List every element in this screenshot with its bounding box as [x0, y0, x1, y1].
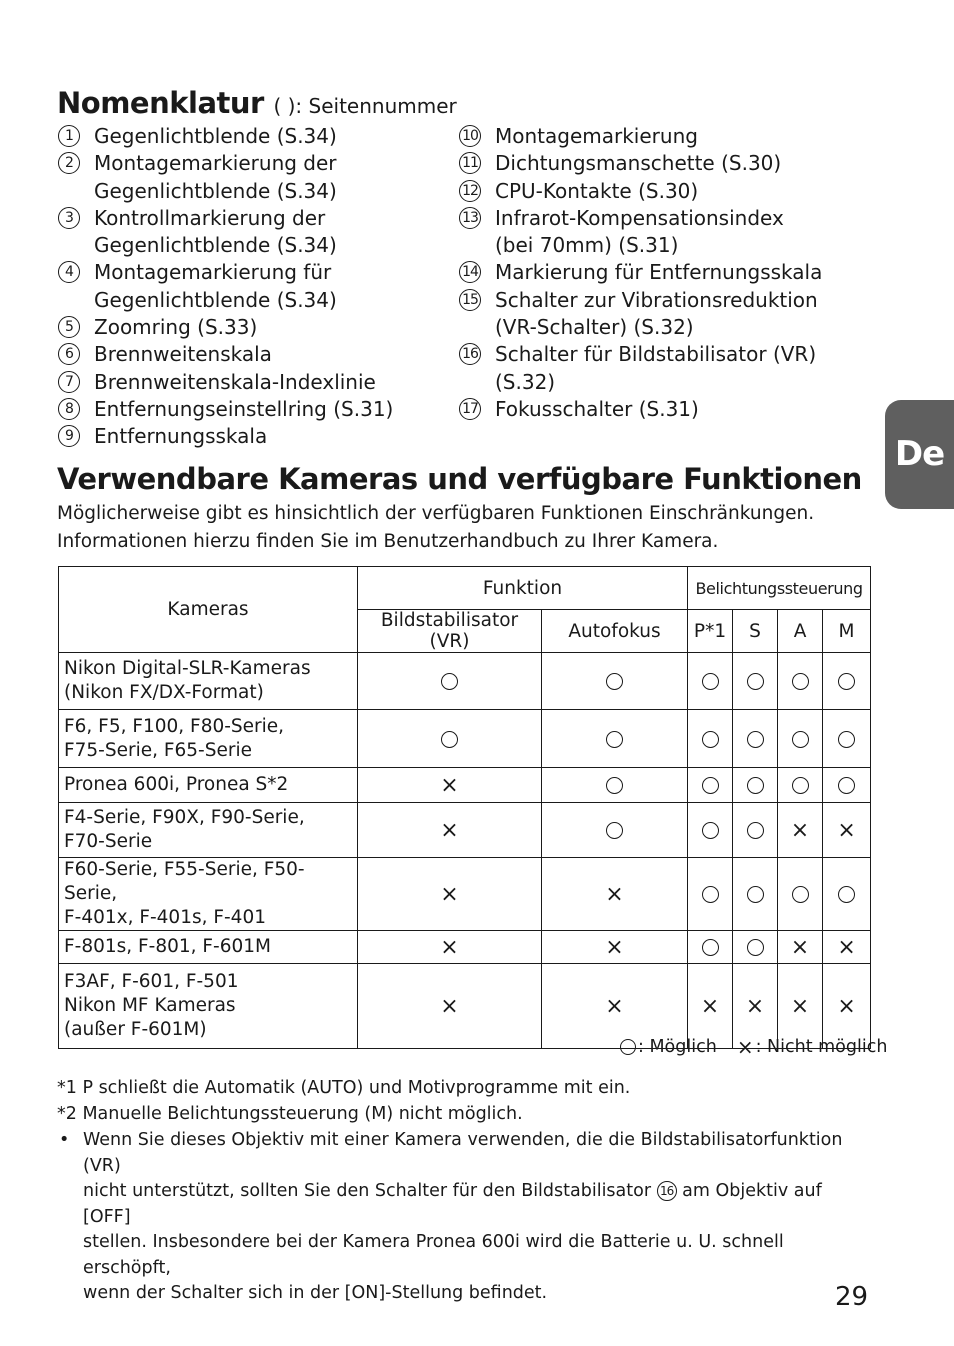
- value-cell: [823, 803, 871, 858]
- parts-list-item: [58, 396, 393, 423]
- cross-icon: ×: [440, 993, 459, 1019]
- value-cell: [823, 710, 871, 768]
- ref-number-16: 16: [657, 1181, 677, 1201]
- value-cell: [778, 803, 823, 858]
- cross-icon: ×: [837, 934, 856, 960]
- camera-cell: Nikon Digital-SLR-Kameras (Nikon FX/DX-Format): [59, 653, 358, 710]
- circle-icon: [606, 673, 623, 690]
- item-text: Infrarot-Kompensationsindex (bei 70mm) (S.31): [495, 205, 784, 258]
- table-row: [59, 931, 871, 964]
- parts-list-item: [58, 423, 393, 450]
- value-cell: [358, 653, 542, 710]
- circle-icon: [792, 777, 809, 794]
- circle-icon: [792, 673, 809, 690]
- cross-icon: ×: [440, 817, 459, 843]
- value-cell: [358, 768, 542, 803]
- footnote-1: *1 P schließt die Automatik (AUTO) und Motivprogramme mit ein.: [57, 1078, 631, 1098]
- item-text: Brennweitenskala: [94, 342, 272, 367]
- value-cell: [733, 710, 778, 768]
- item-number-badge: 7: [58, 371, 80, 393]
- cross-icon: ×: [837, 993, 856, 1019]
- header-vr: Bildstabilisator (VR): [358, 610, 542, 653]
- legend-possible: : Möglich: [638, 1037, 717, 1057]
- header-a: A: [778, 610, 823, 653]
- circle-icon: [747, 777, 764, 794]
- value-cell: [358, 803, 542, 858]
- circle-icon: [747, 673, 764, 690]
- item-number-badge: 14: [459, 261, 481, 283]
- parts-list-right: [459, 123, 822, 423]
- language-tab: De: [885, 400, 954, 509]
- cross-icon: ×: [700, 993, 720, 1019]
- value-cell: [542, 653, 688, 710]
- circle-icon: [606, 731, 623, 748]
- item-number-badge: 5: [58, 316, 80, 338]
- value-cell: [733, 858, 778, 931]
- circle-icon: [747, 731, 764, 748]
- parts-list-item: [459, 287, 822, 342]
- cross-icon: ×: [837, 817, 856, 843]
- value-cell: [688, 768, 733, 803]
- item-text: Montagemarkierung der Gegenlichtblende (S.34): [94, 151, 337, 203]
- page-number: 29: [835, 1282, 869, 1312]
- cross-icon: ×: [736, 1035, 754, 1059]
- item-number-badge: 3: [58, 207, 80, 229]
- camera-cell: F4-Serie, F90X, F90-Serie, F70-Serie: [59, 803, 358, 858]
- table-body: [59, 653, 871, 1049]
- bullet-text-1: Wenn Sie dieses Objektiv mit einer Kamera verwenden, die die Bildstabilisatorfunktion (VR) nicht unterstützt, sollten Sie den Schalter für den Bildstabilisator: [83, 1130, 843, 1201]
- footnote-2: *2 Manuelle Belichtungssteuerung (M) nicht möglich.: [57, 1104, 523, 1124]
- value-cell: [542, 710, 688, 768]
- item-text: Entfernungsskala: [94, 424, 268, 449]
- value-cell: [823, 653, 871, 710]
- value-cell: [823, 931, 871, 964]
- nomenklatur-heading: [57, 86, 457, 120]
- circle-icon: [838, 731, 855, 748]
- value-cell: [688, 803, 733, 858]
- item-number-badge: 15: [459, 289, 481, 311]
- circle-icon: [838, 777, 855, 794]
- item-text: Markierung für Entfernungsskala: [495, 260, 823, 285]
- nomenklatur-title: Nomenklatur: [57, 86, 264, 120]
- value-cell: [688, 653, 733, 710]
- table-row: [59, 653, 871, 710]
- circle-icon: [838, 886, 855, 903]
- value-cell: [733, 768, 778, 803]
- item-number-badge: 8: [58, 398, 80, 420]
- bullet-text-2: am Objektiv auf [OFF] stellen. Insbesondere bei der Kamera Pronea 600i wird die Batterie u. U. schnell erschöpft, wenn der Schalter sich in der [ON]-Stellung befindet.: [83, 1181, 822, 1303]
- camera-cell: F-801s, F-801, F-601M: [59, 931, 358, 964]
- circle-icon: [606, 822, 623, 839]
- value-cell: [358, 858, 542, 931]
- value-cell: [823, 768, 871, 803]
- camera-cell: F3AF, F-601, F-501 Nikon MF Kameras (außer F-601M): [59, 964, 358, 1049]
- circle-icon: [792, 886, 809, 903]
- value-cell: [542, 858, 688, 931]
- header-s: S: [733, 610, 778, 653]
- intro-line-1: Möglicherweise gibt es hinsichtlich der verfügbaren Funktionen Einschränkungen.: [57, 503, 815, 524]
- legend: [620, 1036, 887, 1058]
- value-cell: [778, 768, 823, 803]
- cross-icon: ×: [605, 934, 624, 960]
- header-cameras: Kameras: [59, 567, 358, 653]
- parts-list-item: [58, 150, 393, 205]
- parts-list-item: [58, 369, 393, 396]
- circle-icon: [702, 886, 719, 903]
- compatibility-table: [58, 566, 871, 1049]
- parts-list-item: [459, 150, 822, 177]
- cross-icon: ×: [790, 993, 810, 1019]
- item-number-badge: 16: [459, 343, 481, 365]
- header-m: M: [823, 610, 871, 653]
- parts-list-item: [459, 123, 822, 150]
- table-row: [59, 768, 871, 803]
- item-number-badge: 1: [58, 125, 80, 147]
- circle-icon: [606, 777, 623, 794]
- item-number-badge: 2: [58, 152, 80, 174]
- circle-icon: [747, 822, 764, 839]
- item-number-badge: 17: [459, 398, 481, 420]
- item-text: Brennweitenskala-Indexlinie: [94, 369, 376, 394]
- circle-icon: [702, 673, 719, 690]
- section-title: Verwendbare Kameras und verfügbare Funktionen: [57, 462, 862, 496]
- circle-icon: [838, 673, 855, 690]
- parts-list-left: [58, 123, 393, 451]
- table-row: [59, 858, 871, 931]
- camera-cell: F60-Serie, F55-Serie, F50-Serie, F-401x, F-401s, F-401: [59, 858, 358, 931]
- parts-list-item: [459, 259, 822, 286]
- cross-icon: ×: [440, 934, 459, 960]
- item-text: Montagemarkierung für Gegenlichtblende (S.34): [94, 260, 337, 312]
- item-number-badge: 9: [58, 425, 80, 447]
- parts-list-item: [58, 205, 393, 260]
- circle-icon: [747, 886, 764, 903]
- item-text: Schalter zur Vibrationsreduktion (VR-Schalter) (S.32): [495, 287, 818, 340]
- legend-not-possible: : Nicht möglich: [755, 1037, 888, 1057]
- item-text: CPU-Kontakte (S.30): [495, 178, 699, 203]
- value-cell: [542, 768, 688, 803]
- cross-icon: ×: [745, 993, 765, 1019]
- parts-list-item: [459, 396, 822, 423]
- item-text: Entfernungseinstellring (S.31): [94, 396, 394, 421]
- circle-icon: [747, 939, 764, 956]
- value-cell: [823, 858, 871, 931]
- circle-icon: [702, 777, 719, 794]
- item-text: Zoomring (S.33): [94, 315, 258, 340]
- bullet-dot: •: [59, 1130, 70, 1150]
- parts-list-item: [459, 178, 822, 205]
- item-text: Gegenlichtblende (S.34): [94, 124, 337, 148]
- item-number-badge: 6: [58, 343, 80, 365]
- circle-icon: [620, 1039, 636, 1055]
- cross-icon: ×: [440, 881, 459, 907]
- parts-list-item: [459, 341, 822, 396]
- value-cell: [733, 803, 778, 858]
- header-function: Funktion: [358, 567, 688, 610]
- parts-list-item: [58, 259, 393, 314]
- value-cell: [778, 653, 823, 710]
- item-number-badge: 11: [459, 152, 481, 174]
- item-text: Montagemarkierung: [495, 124, 698, 148]
- item-text: Fokusschalter (S.31): [495, 396, 699, 421]
- table-row: [59, 710, 871, 768]
- parts-list-item: [459, 205, 822, 260]
- item-number-badge: 10: [459, 125, 481, 147]
- value-cell: [542, 803, 688, 858]
- value-cell: [733, 653, 778, 710]
- value-cell: [778, 931, 823, 964]
- value-cell: [542, 931, 688, 964]
- cross-icon: ×: [790, 934, 810, 960]
- value-cell: [358, 931, 542, 964]
- cross-icon: ×: [790, 817, 810, 843]
- camera-cell: Pronea 600i, Pronea S*2: [59, 768, 358, 803]
- circle-icon: [792, 731, 809, 748]
- value-cell: [778, 858, 823, 931]
- item-number-badge: 4: [58, 261, 80, 283]
- item-number-badge: 13: [459, 207, 481, 229]
- cross-icon: ×: [440, 772, 459, 798]
- value-cell: [688, 858, 733, 931]
- parts-list-item: [58, 123, 393, 150]
- circle-icon: [702, 731, 719, 748]
- item-text: Dichtungsmanschette (S.30): [495, 151, 782, 176]
- value-cell: [688, 931, 733, 964]
- circle-icon: [702, 939, 719, 956]
- circle-icon: [441, 673, 458, 690]
- table-row: [59, 803, 871, 858]
- value-cell: [688, 710, 733, 768]
- cross-icon: ×: [605, 881, 624, 907]
- header-af: Autofokus: [542, 610, 688, 653]
- value-cell: [778, 710, 823, 768]
- camera-cell: F6, F5, F100, F80-Serie, F75-Serie, F65-Serie: [59, 710, 358, 768]
- bullet-note: [83, 1128, 863, 1307]
- nomenklatur-subtitle: ( ): Seitennummer: [273, 94, 457, 118]
- header-exposure: Belichtungssteuerung: [688, 567, 871, 610]
- item-text: Kontrollmarkierung der Gegenlichtblende (S.34): [94, 205, 337, 258]
- header-p: P*1: [688, 610, 733, 653]
- intro-line-2: Informationen hierzu finden Sie im Benutzerhandbuch zu Ihrer Kamera.: [57, 531, 719, 552]
- value-cell: [358, 964, 542, 1049]
- circle-icon: [441, 731, 458, 748]
- circle-icon: [702, 822, 719, 839]
- cross-icon: ×: [605, 993, 624, 1019]
- parts-list-item: [58, 314, 393, 341]
- value-cell: [733, 931, 778, 964]
- parts-list-item: [58, 341, 393, 368]
- value-cell: [358, 710, 542, 768]
- item-text: Schalter für Bildstabilisator (VR) (S.32): [495, 342, 817, 394]
- item-number-badge: 12: [459, 180, 481, 202]
